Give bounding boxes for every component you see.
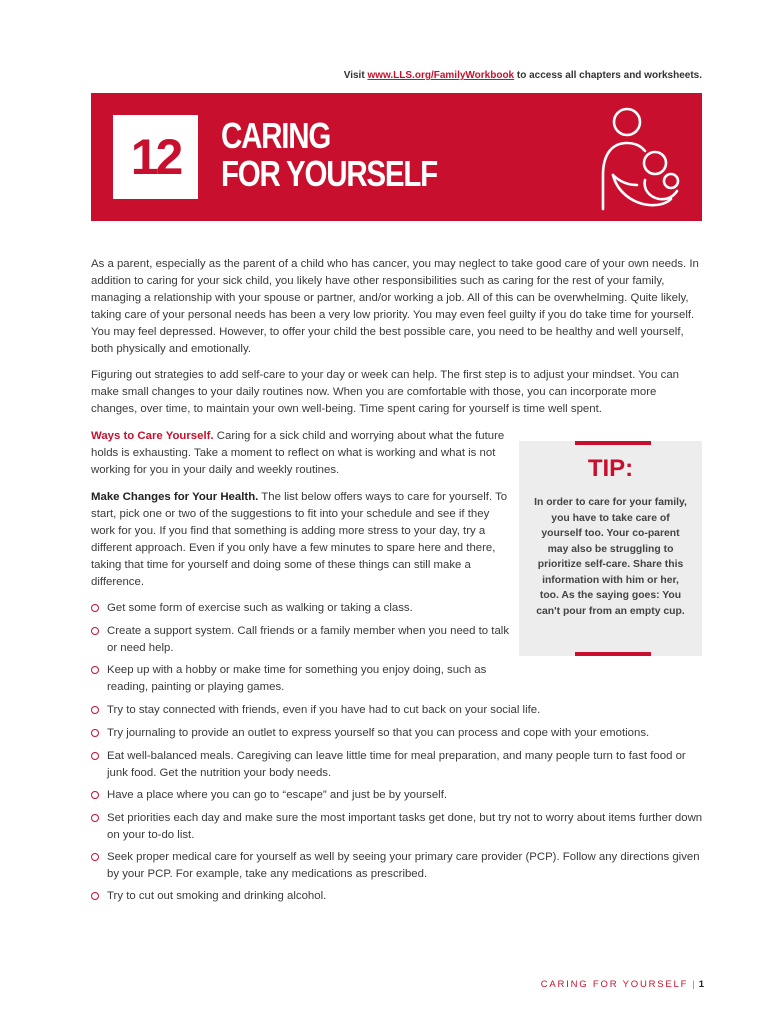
changes-heading: Make Changes for Your Health. <box>91 491 259 503</box>
bullet-circle-icon <box>91 853 99 861</box>
intro-paragraph-1: As a parent, especially as the parent of a child who has cancer, you may neglect to take good care of your own needs. In addition to caring for your sick child, you likely have other responsibilities such as caring for the rest of your family, managing a relationship with your spouse or partner, and/or working a job. All of this can be overwhelming. Quite likely, taking care of your personal needs has been a very low priority. You may even feel guilty if you do take time for yourself. You may feel depressed. However, to offer your child the best possible care, you need to be healthy and well yourself, both physically and emotionally. <box>91 258 699 355</box>
list-item <box>91 702 707 719</box>
list-item-text: Create a support system. Call friends or a family member when you need to talk or need help. <box>107 625 510 654</box>
list-item <box>91 623 511 657</box>
bullet-circle-icon <box>91 791 99 799</box>
top-note-suffix: to access all chapters and worksheets. <box>514 70 702 81</box>
tip-bottom-bar <box>575 652 651 656</box>
tip-title: TIP: <box>587 455 634 482</box>
bullet-circle-icon <box>91 666 99 674</box>
footer-label: CARING FOR YOURSELF <box>540 979 689 990</box>
ways-text: Caring for a sick child and worrying about what the future holds is exhausting. Take a moment to reflect on what is working and what is not working for you in your daily and weekly routines. <box>91 430 505 476</box>
tip-box <box>519 441 702 656</box>
bullet-circle-icon <box>91 729 99 737</box>
list-item <box>91 810 707 844</box>
list-item-text: Keep up with a hobby or make time for something you enjoy doing, such as reading, painting or playing games. <box>107 664 487 693</box>
bullet-circle-icon <box>91 752 99 760</box>
top-note-prefix: Visit <box>343 70 368 81</box>
bullet-circle-icon <box>91 892 99 900</box>
changes-text: The list below offers ways to care for yourself. To start, pick one or two of the suggestions to fit into your schedule and see if they work for you. If you find that something is adding more stress to your day, try a different approach. Even if you only have a few minutes to spare here and there, taking that time for yourself and doing some of these things can still make a difference. <box>91 491 508 588</box>
top-note <box>0 70 702 81</box>
list-item-text: Get some form of exercise such as walking or taking a class. <box>107 602 413 614</box>
intro-paragraph-2: Figuring out strategies to add self-care to your day or week can help. The first step is to adjust your mindset. You can make small changes to your daily routines now. When you are comfortable with those, you can incorporate more changes, over time, to maintain your own well-being. Time spent caring for yourself is time well spent. <box>91 369 679 415</box>
parent-holding-child-icon <box>593 105 693 213</box>
list-item-text: Seek proper medical care for yourself as well by seeing your primary care provider (PCP). Follow any directions given by your PCP. For example, take any medications as prescribed. <box>107 851 700 880</box>
list-item-text: Try to cut out smoking and drinking alcohol. <box>107 890 327 902</box>
list-item <box>91 725 707 742</box>
bullet-circle-icon <box>91 604 99 612</box>
chapter-banner <box>91 93 702 221</box>
list-item <box>91 662 511 696</box>
bullet-circle-icon <box>91 627 99 635</box>
list-item-text: Try journaling to provide an outlet to express yourself so that you can process and cope with your emotions. <box>107 727 650 739</box>
list-item-text: Eat well-balanced meals. Caregiving can leave little time for meal preparation, and many people turn to fast food or junk food. Get the nutrition your body needs. <box>107 750 686 779</box>
workbook-link[interactable]: www.LLS.org/FamilyWorkbook <box>367 70 515 81</box>
ways-paragraph <box>91 428 511 479</box>
chapter-title-line1: CARING <box>221 115 331 156</box>
page-number: 1 <box>698 979 704 990</box>
chapter-title <box>221 117 437 193</box>
list-item <box>91 888 707 905</box>
bullet-circle-icon <box>91 814 99 822</box>
footer-separator: | <box>692 979 695 990</box>
list-item <box>91 600 511 617</box>
list-item-text: Have a place where you can go to “escape” and just be by yourself. <box>107 789 448 801</box>
chapter-title-line2: FOR YOURSELF <box>221 153 437 194</box>
changes-paragraph <box>91 489 511 591</box>
list-item-text: Set priorities each day and make sure the most important tasks get done, but try not to worry about items further down on your to-do list. <box>107 812 703 841</box>
list-item-text: Try to stay connected with friends, even if you have had to cut back on your social life. <box>107 704 541 716</box>
list-item <box>91 849 707 883</box>
ways-heading: Ways to Care Yourself. <box>91 430 214 442</box>
bullet-circle-icon <box>91 706 99 714</box>
list-item <box>91 748 707 782</box>
list-item <box>91 787 707 804</box>
tip-text: In order to care for your family, you have to take care of yourself too. Your co-parent may also be struggling to prioritize self-care. Share this information with him or her, too. As the saying goes: You can't pour from an empty cup. <box>534 497 687 617</box>
chapter-number: 12 <box>113 115 198 199</box>
tip-top-bar <box>575 441 651 445</box>
page-footer <box>0 979 704 990</box>
